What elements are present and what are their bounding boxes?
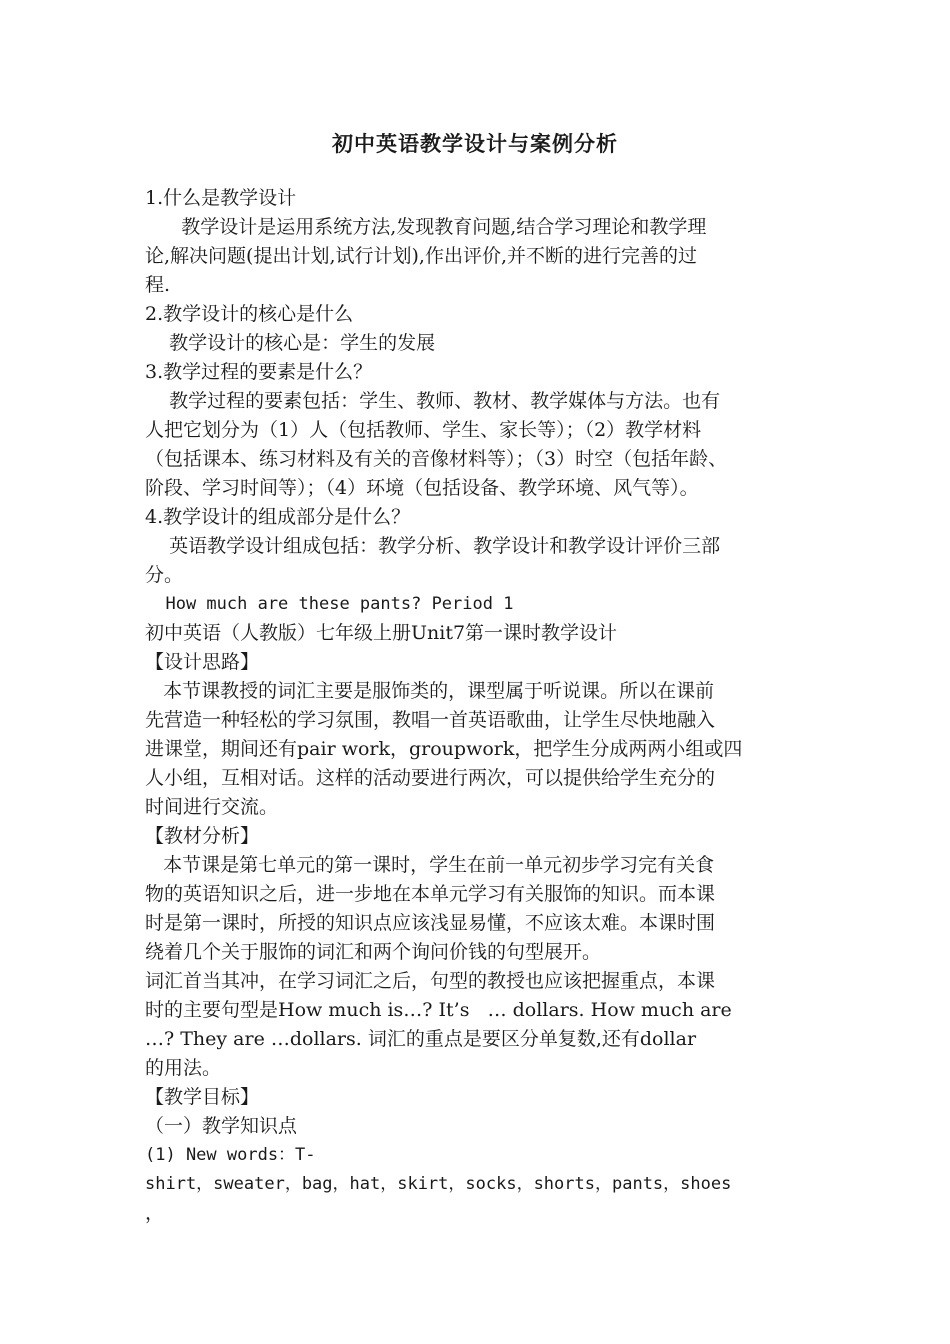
paragraph-line: 论,解决问题(提出计划,试行计划),作出评价,并不断的进行完善的过 <box>145 245 697 267</box>
teaching-goals-heading: 【教学目标】 <box>145 1086 260 1108</box>
new-words-list: shirt，sweater，bag，hat，skirt，socks，shorts，pants，shoes <box>145 1174 732 1194</box>
section-heading-1: 1.什么是教学设计 <box>145 187 297 209</box>
knowledge-points-heading: （一）教学知识点 <box>145 1115 298 1137</box>
paragraph-line: 教学设计是运用系统方法,发现教育问题,结合学习理论和教学理 <box>145 216 707 238</box>
paragraph-line: 本节课教授的词汇主要是服饰类的，课型属于听说课。所以在课前 <box>145 680 715 702</box>
paragraph-line: 时间进行交流。 <box>145 796 279 818</box>
paragraph-line: …? They are …dollars. 词汇的重点是要区分单复数,还有dollar <box>145 1028 697 1050</box>
paragraph-line: 时是第一课时，所授的知识点应该浅显易懂，不应该太难。本课时围 <box>145 912 716 934</box>
design-idea-heading: 【设计思路】 <box>145 651 260 673</box>
section-heading-2: 2.教学设计的核心是什么 <box>145 303 354 325</box>
paragraph-line: 的用法。 <box>145 1057 222 1079</box>
paragraph-line: 人小组，互相对话。这样的活动要进行两次，可以提供给学生充分的 <box>145 767 716 789</box>
paragraph-line: 时的主要句型是How much is…? It’s … dollars. How much are <box>145 999 732 1021</box>
paragraph-line: 进课堂，期间还有pair work，groupwork，把学生分成两两小组或四 <box>145 738 743 760</box>
paragraph-line: 英语教学设计组成包括：教学分析、教学设计和教学设计评价三部 <box>145 535 721 557</box>
paragraph-line: 教学设计的核心是：学生的发展 <box>145 332 436 354</box>
paragraph-line: ， <box>145 1202 165 1224</box>
new-words-line: (1) New words：T- <box>145 1145 316 1165</box>
document-body <box>145 184 825 1228</box>
document-title: 初中英语教学设计与案例分析 <box>332 131 618 156</box>
paragraph-line: 绕着几个关于服饰的词汇和两个询问价钱的句型展开。 <box>145 941 602 963</box>
lesson-title: How much are these pants? Period 1 <box>145 594 514 614</box>
section-heading-4: 4.教学设计的组成部分是什么？ <box>145 506 411 528</box>
section-heading-3: 3.教学过程的要素是什么？ <box>145 361 373 383</box>
paragraph-line: 程. <box>145 274 171 296</box>
paragraph-line: 词汇首当其冲，在学习词汇之后，句型的教授也应该把握重点，本课 <box>145 970 716 992</box>
paragraph-line: 人把它划分为（1）人（包括教师、学生、家长等）；（2）教学材料 <box>145 419 702 441</box>
material-analysis-heading: 【教材分析】 <box>145 825 260 847</box>
paragraph-line: 阶段、学习时间等）；（4）环境（包括设备、教学环境、风气等）。 <box>145 477 699 499</box>
lesson-subtitle: 初中英语（人教版）七年级上册Unit7第一课时教学设计 <box>145 622 618 644</box>
paragraph-line: 先营造一种轻松的学习氛围，教唱一首英语歌曲，让学生尽快地融入 <box>145 709 716 731</box>
paragraph-line: 分。 <box>145 564 184 586</box>
paragraph-line: （包括课本、练习材料及有关的音像材料等）；（3）时空（包括年龄、 <box>145 448 728 470</box>
paragraph-line: 本节课是第七单元的第一课时，学生在前一单元初步学习完有关食 <box>145 854 715 876</box>
paragraph-line: 教学过程的要素包括：学生、教师、教材、教学媒体与方法。也有 <box>145 390 721 412</box>
paragraph-line: 物的英语知识之后，进一步地在本单元学习有关服饰的知识。而本课 <box>145 883 716 905</box>
